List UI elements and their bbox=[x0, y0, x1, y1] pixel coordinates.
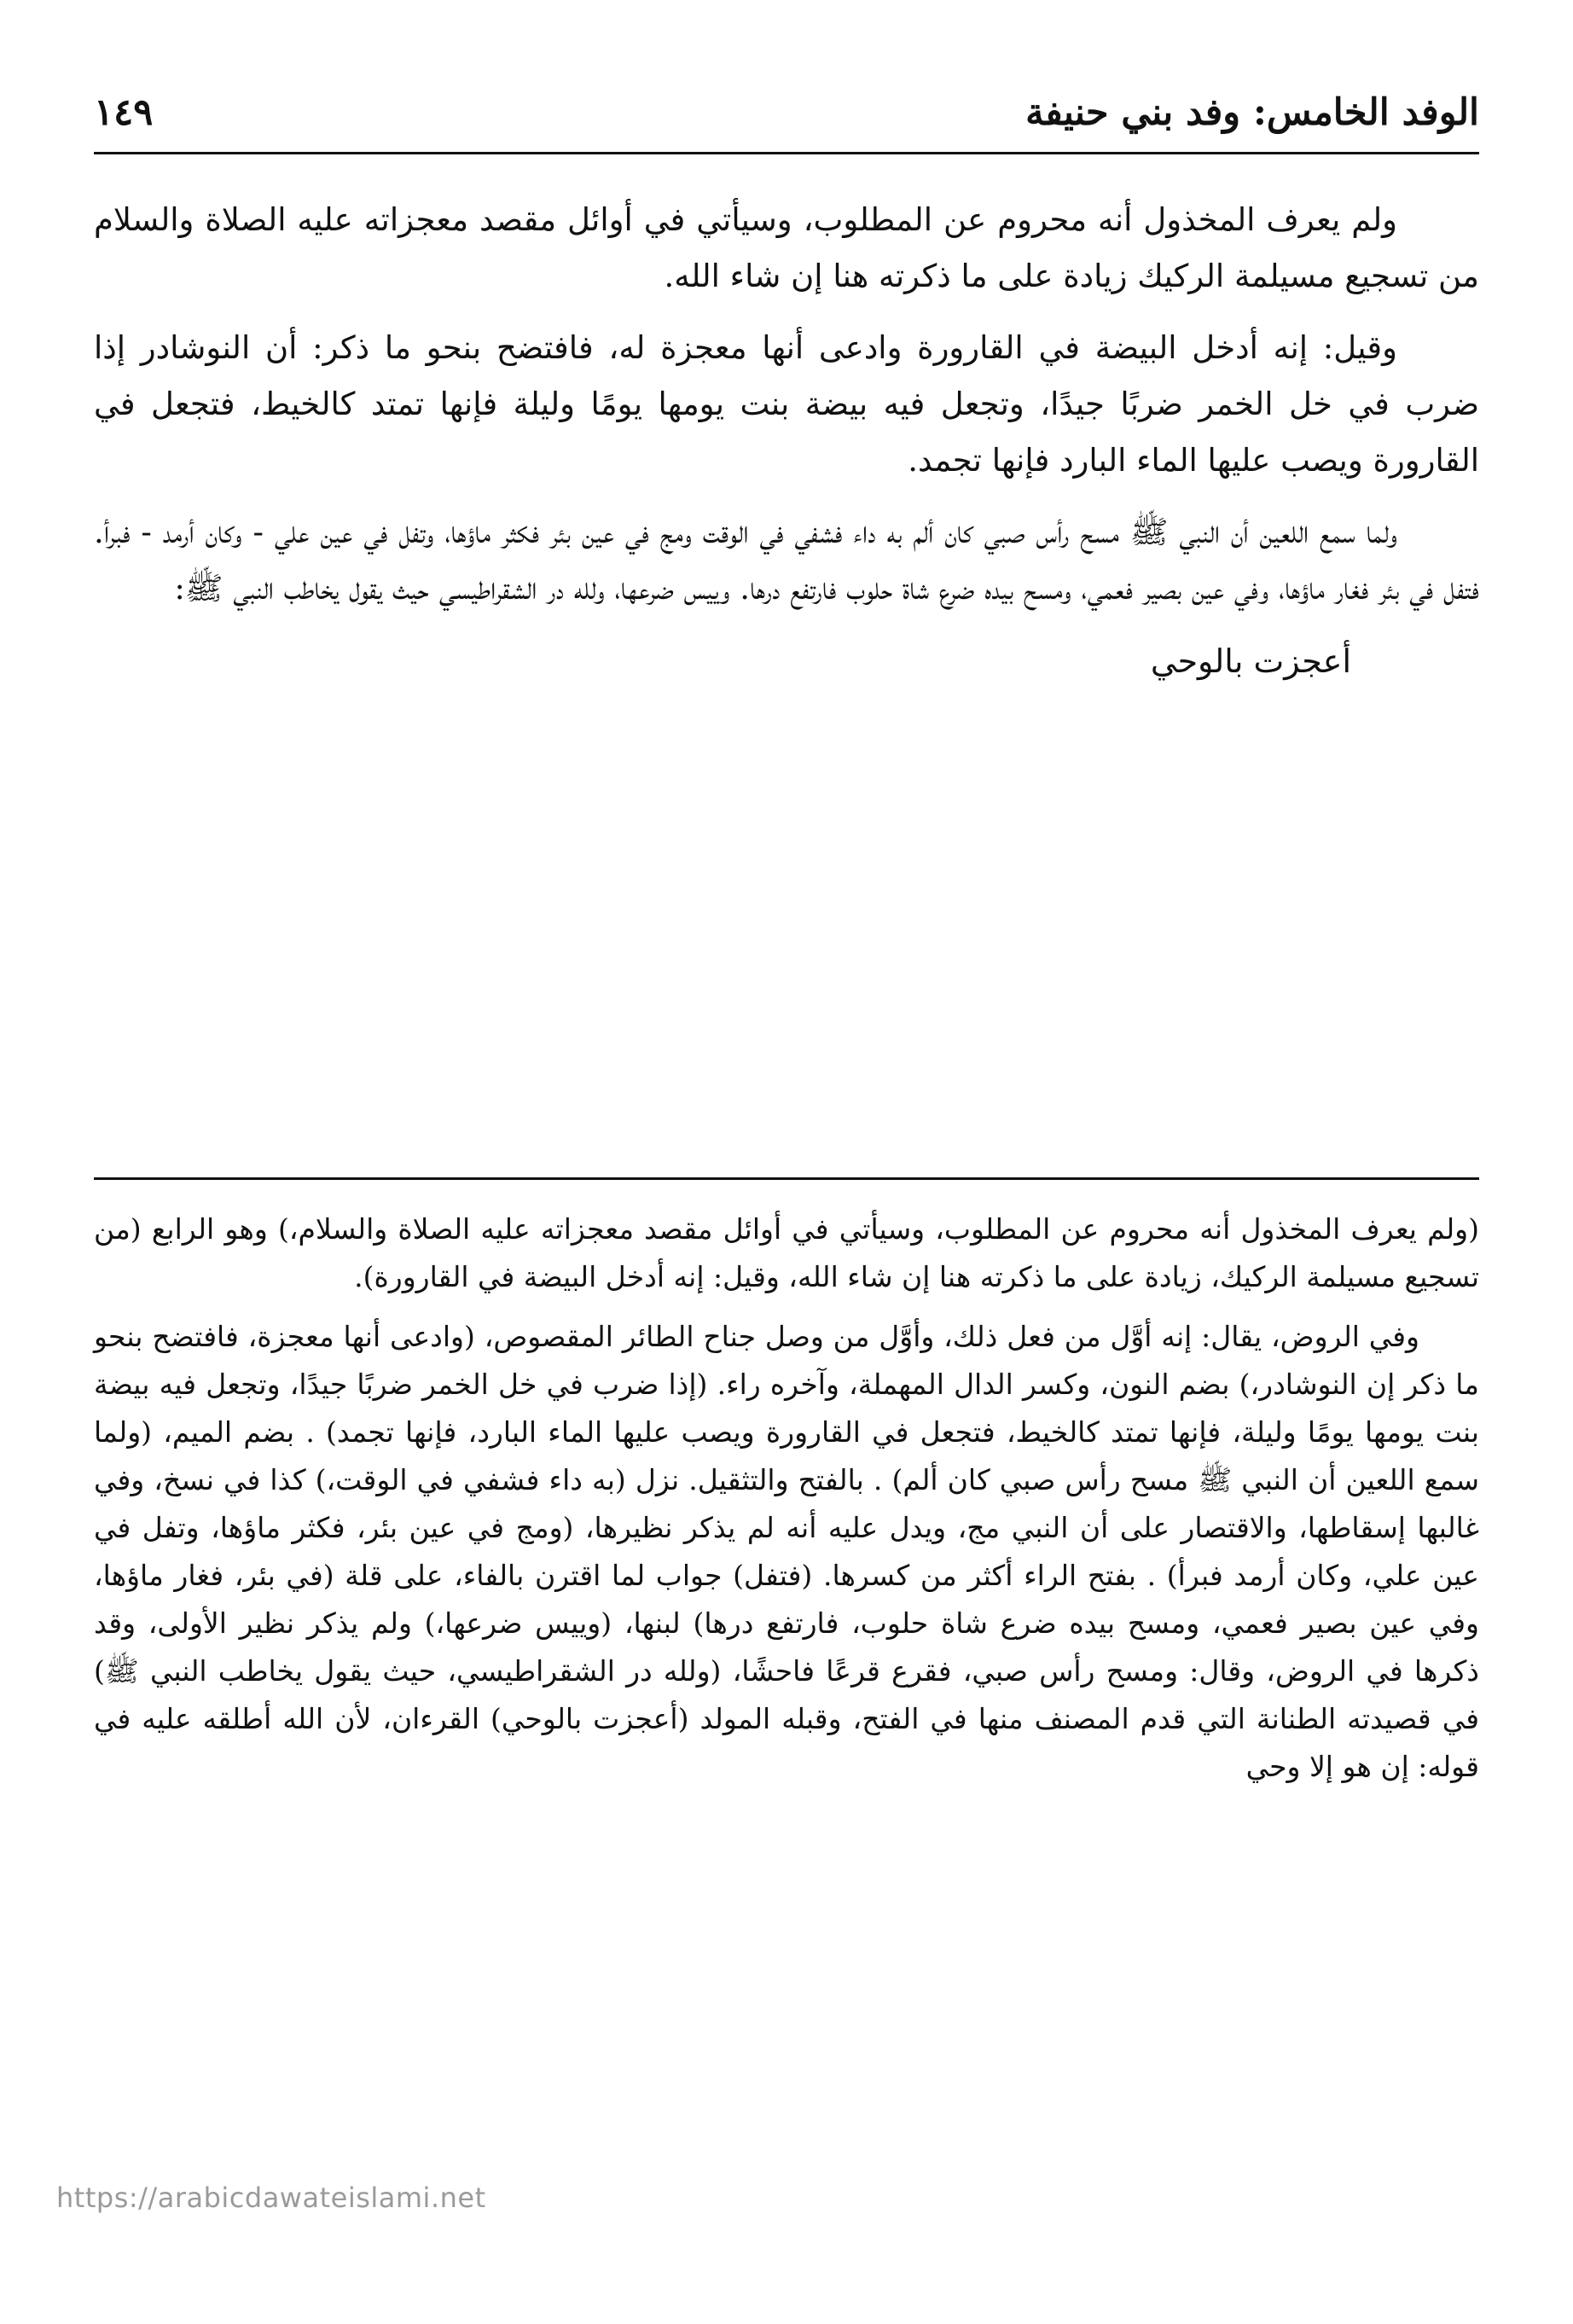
commentary-text bbox=[94, 1206, 1479, 2228]
main-text bbox=[94, 192, 1479, 1173]
main-paragraph-1: ولم يعرف المخذول أنه محروم عن المطلوب، وسيأتي في أوائل مقصد معجزاته عليه الصلاة والسلام من تسجيع مسيلمة الركيك زيادة على ما ذكرته هنا إن شاء الله. bbox=[94, 201, 1479, 294]
poetry-verse: أعجزت بالوحي bbox=[1150, 642, 1351, 680]
footnote-rule bbox=[94, 1177, 1479, 1180]
header-rule bbox=[94, 152, 1479, 154]
page-number: ١٤٩ bbox=[94, 91, 154, 134]
running-title: الوفد الخامس: وفد بني حنيفة bbox=[1025, 91, 1479, 134]
main-paragraph-2: وقيل: إنه أدخل البيضة في القارورة وادعى أنها معجزة له، فافتضح بنحو ما ذكر: أن النوشادر إذا ضرب في خل الخمر ضربًا جيدًا، وتجعل فيه بيضة بنت يومها يومًا وليلة فإنها تمتد كالخيط، فتجعل في القارورة ويصب عليها الماء البارد فإنها تجمد. bbox=[94, 329, 1479, 479]
running-header bbox=[94, 87, 1479, 145]
book-page bbox=[94, 68, 1479, 2278]
commentary-paragraph-2: وفي الروض، يقال: إنه أوَّل من فعل ذلك، وأوَّل من وصل جناح الطائر المقصوص، (وادعى أنها معجزة، فافتضح بنحو ما ذكر إن النوشادر،) بضم النون، وكسر الدال المهملة، وآخره راء. (إذا ضرب في خل الخمر ضربًا جيدًا، وتجعل فيه بيضة بنت يومها يومًا وليلة، فإنها تمتد كالخيط، فتجعل في القارورة ويصب عليها الماء البارد، فإنها تجمد) . بضم الميم، (ولما سمع اللعين أن النبي ﷺ مسح رأس صبي كان ألم) . بالفتح والتثقيل. نزل (به داء فشفي في الوقت،) كذا في نسخ، وفي غالبها إسقاطها، والاقتصار على أن النبي مج، ويدل عليه أنه لم يذكر نظيرها، (ومج في عين بئر، فكثر ماؤها، وتفل في عين علي، وكان أرمد فبرأ) . بفتح الراء أكثر من كسرها. (فتفل) جواب لما اقترن بالفاء، على قلة (في بئر، فغار ماؤها، وفي عين بصير فعمي، ومسح بيده ضرع شاة حلوب، فارتفع درها) لبنها، (وييس ضرعها،) ولم يذكر نظير الأولى، وقد ذكرها في الروض، وقال: ومسح رأس صبي، فقرع قرعًا فاحشًا، (ولله در الشقراطيسي، حيث يقول يخاطب النبي ﷺ) في قصيدته الطنانة التي قدم المصنف منها في الفتح، وقبله المولد (أعجزت بالوحي) القرءان، لأن الله أطلقه عليه في قوله: إن هو إلا وحي bbox=[94, 1320, 1479, 1783]
commentary-paragraph-1: (ولم يعرف المخذول أنه محروم عن المطلوب، وسيأتي في أوائل مقصد معجزاته عليه الصلاة والسلام،) وهو الرابع (من تسجيع مسيلمة الركيك، زيادة على ما ذكرته هنا إن شاء الله، وقيل: إنه أدخل البيضة في القارورة). bbox=[94, 1212, 1479, 1293]
watermark-url: https://arabicdawateislami.net bbox=[56, 2182, 486, 2214]
main-paragraph-3: ولما سمع اللعين أن النبي ﷺ مسح رأس صبي كان ألم به داء فشفي في الوقت ومج في عين بئر فكثر ماؤها، وتفل في عين علي - وكان أرمد - فبرأ. فتفل في بئر فغار ماؤها، وفي عين بصير فعمي، ومسح بيده ضرع شاة حلوب فارتفع درها. وييس ضرعها، ولله در الشقراطيسي حيث يقول يخاطب النبي ﷺ: bbox=[94, 514, 1479, 607]
